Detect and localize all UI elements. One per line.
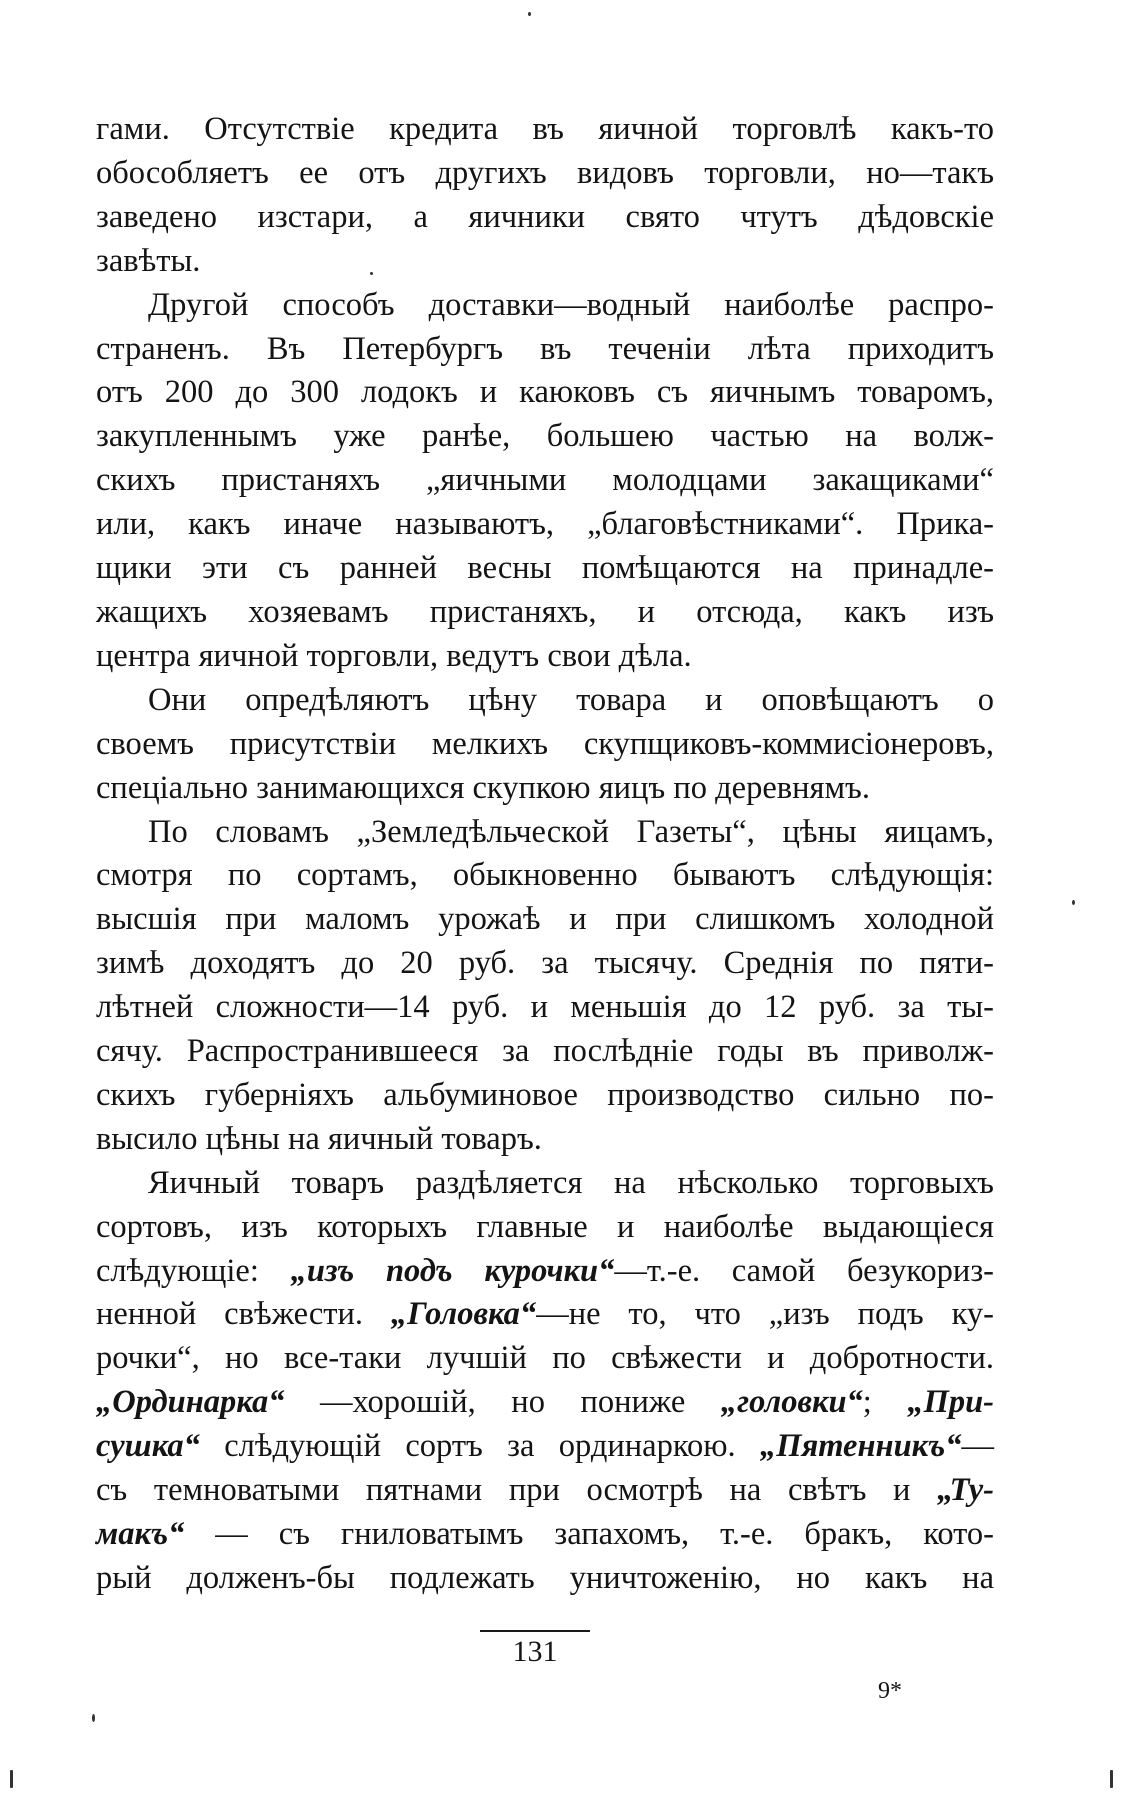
paper-speck bbox=[1072, 900, 1075, 905]
text-line-17: По словамъ „Земледѣльческой Газеты“, цѣны яицамъ, bbox=[148, 813, 994, 850]
body-text bbox=[96, 108, 994, 1601]
term-pyatennik: „Пятенникъ“ bbox=[759, 1428, 962, 1465]
signature-mark: 9* bbox=[878, 1678, 902, 1704]
term-tumak-start: „Ту- bbox=[937, 1472, 994, 1509]
text-line-12: жащихъ хозяевамъ пристаняхъ, и отсюда, какъ изъ bbox=[96, 593, 994, 630]
text-line-24: высило цѣны на яичный товаръ. bbox=[96, 1120, 542, 1157]
text-line-16: спеціально занимающихся скупкою яицъ по деревнямъ. bbox=[96, 769, 870, 806]
text-line-1: гами. Отсутствіе кредита въ яичной торговлѣ какъ-то bbox=[96, 111, 994, 147]
text-line-6: страненъ. Въ Петербургъ въ теченіи лѣта приходитъ bbox=[96, 330, 994, 367]
text-line-25: Яичный товаръ раздѣляется на нѣсколько торговыхъ bbox=[148, 1164, 994, 1201]
text-line-11: щики эти съ ранней весны помѣщаются на принадле- bbox=[96, 550, 994, 587]
text-line-18: смотря по сортамъ, обыкновенно бываютъ слѣдующія: bbox=[96, 857, 994, 894]
text-line-2: обособляетъ ее отъ другихъ видовъ торговли, но—такъ bbox=[96, 154, 994, 191]
text-line-15: своемъ присутствіи мелкихъ скупщиковъ-коммисіонеровъ, bbox=[96, 725, 994, 762]
text-line-14: Они опредѣляютъ цѣну товара и оповѣщаютъ о bbox=[148, 681, 994, 718]
text-line-21: лѣтней сложности—14 руб. и меньшія до 12 руб. за ты- bbox=[96, 989, 994, 1026]
text-line-5: Другой способъ доставки—водный наиболѣе распро- bbox=[148, 286, 994, 323]
text-line-20: зимѣ доходятъ до 20 руб. за тысячу. Среднія по пяти- bbox=[96, 945, 994, 982]
text-line-29: рочки“, но все-таки лучшій по свѣжести и добротности. bbox=[96, 1340, 994, 1377]
text-lines bbox=[96, 108, 994, 1250]
paper-speck bbox=[92, 1714, 95, 1722]
paper-speck bbox=[1110, 1770, 1113, 1788]
text-line-32: съ темноватыми пятнами при осмотрѣ на свѣтъ и „Ту- bbox=[96, 1472, 994, 1509]
term-golovki: „головки“ bbox=[720, 1384, 863, 1421]
text-line-33: макъ“ — съ гниловатымъ запахомъ, т.-е. бракъ, кото- bbox=[96, 1516, 994, 1552]
text-line-26: сортовъ, изъ которыхъ главные и наиболѣе выдающіеся bbox=[96, 1208, 994, 1245]
paper-speck bbox=[528, 12, 531, 16]
text-line-31: сушка“ слѣдующій сортъ за ординаркою. „Пятенникъ“— bbox=[96, 1428, 994, 1465]
term-golovka: „Головка“ bbox=[390, 1296, 537, 1333]
text-line-4: завѣты. bbox=[96, 242, 201, 279]
paper-speck bbox=[370, 272, 373, 275]
term-prisushka-start: „При- bbox=[907, 1384, 995, 1421]
text-line-9: скихъ пристаняхъ „яичными молодцами закащиками“ bbox=[96, 462, 994, 499]
term-ordinarka: „Ординарка“ bbox=[96, 1384, 285, 1421]
text-line-13: центра яичной торговли, ведутъ свои дѣла. bbox=[96, 637, 692, 674]
paper-speck bbox=[10, 1770, 13, 1788]
page-number: 131 bbox=[512, 1635, 558, 1668]
term-prisushka-end: сушка“ bbox=[96, 1428, 200, 1465]
text-line-19: высшія при маломъ урожаѣ и при слишкомъ холодной bbox=[96, 901, 994, 938]
text-line-34: рый долженъ-бы подлежать уничтоженію, но какъ на bbox=[96, 1559, 994, 1596]
text-line-10: или, какъ иначе называютъ, „благовѣстниками“. Прика- bbox=[96, 506, 994, 543]
text-line-3: заведено изстари, а яичники свято чтутъ дѣдовскіе bbox=[96, 198, 994, 235]
term-tumak-end: макъ“ bbox=[96, 1516, 185, 1552]
text-line-27: слѣдующіе: „изъ подъ курочки“—т.-е. самой безукориз- bbox=[96, 1252, 994, 1289]
text-line-23: скихъ губерніяхъ альбуминовое производство сильно по- bbox=[96, 1076, 994, 1113]
term-iz-pod-kurochki: „изъ подъ курочки“ bbox=[290, 1252, 615, 1289]
text-line-28: ненной свѣжести. „Головка“—не то, что „изъ подъ ку- bbox=[96, 1296, 994, 1333]
text-line-7: отъ 200 до 300 лодокъ и каюковъ съ яичнымъ товаромъ, bbox=[96, 374, 994, 411]
text-line-30: „Ординарка“ —хорошій, но пониже „головки“; „При- bbox=[96, 1384, 995, 1421]
text-line-22: сячу. Распространившееся за послѣдніе годы въ приволж- bbox=[96, 1033, 994, 1070]
text-line-8: закупленнымъ уже ранѣе, большею частью на волж- bbox=[96, 418, 994, 455]
